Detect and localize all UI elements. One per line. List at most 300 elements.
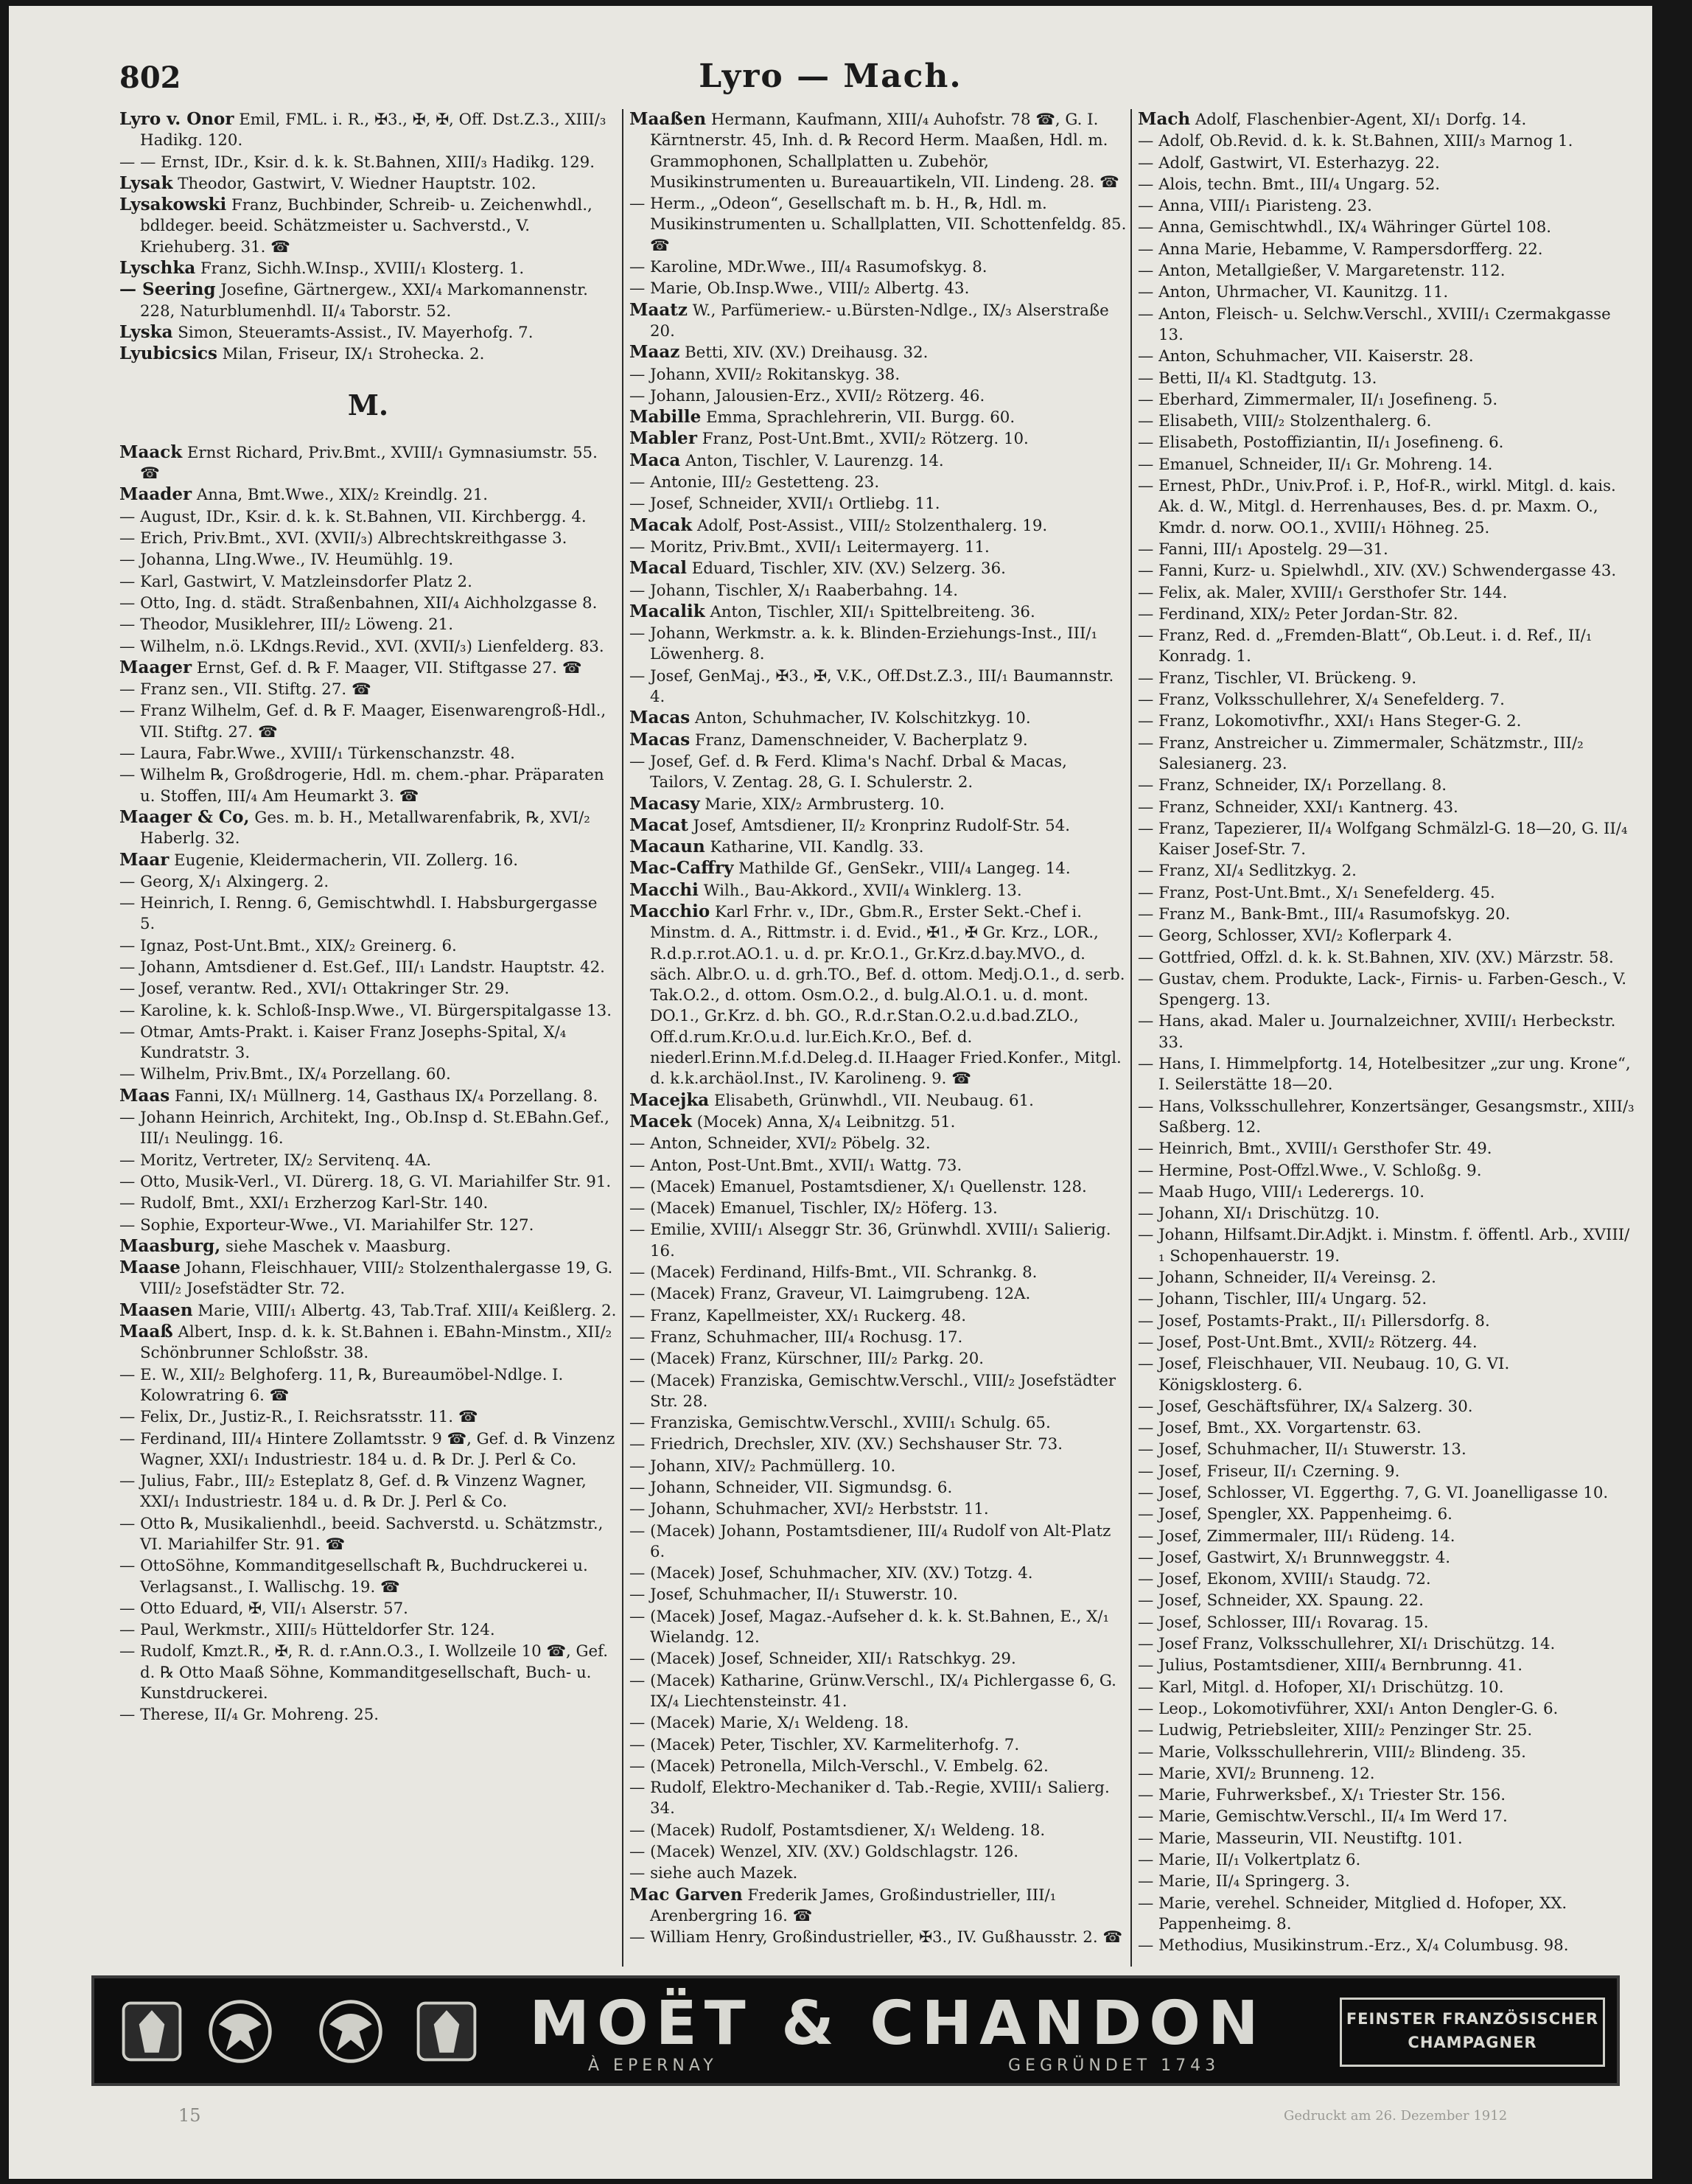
entry-details: — Ludwig, Petriebsleiter, XIII/₂ Penzinger Str. 25.: [1138, 1721, 1533, 1740]
entry-details: — Marie, II/₁ Volkertplatz 6.: [1138, 1851, 1361, 1870]
directory-entry: [1138, 860, 1635, 882]
directory-entry: [629, 1584, 1127, 1605]
entry-details: — Franz, Schuhmacher, III/₄ Rochusg. 17.: [629, 1328, 963, 1347]
entry-details: — Marie, Gemischtw.Verschl., II/₄ Im Werd 17.: [1138, 1807, 1508, 1827]
directory-entry: [629, 580, 1127, 601]
entry-surname: Lyschka: [119, 258, 196, 279]
entry-details: — Franz, Lokomotivfhr., XXI/₁ Hans Steger-G. 2.: [1138, 712, 1522, 731]
entry-details: — Franz, Post-Unt.Bmt., X/₁ Senefelderg. 45.: [1138, 883, 1495, 902]
ad-founded: GEGRÜNDET 1743: [1008, 2056, 1220, 2075]
entry-details: — Johanna, LIng.Wwe., IV. Heumühlg. 19.: [119, 551, 454, 570]
entry-details: — (Macek) Wenzel, XIV. (XV.) Goldschlagstr. 126.: [629, 1843, 1019, 1862]
directory-entry: [1138, 1160, 1635, 1182]
entry-details: Eugenie, Kleidermacherin, VII. Zollerg. 16.: [169, 851, 519, 870]
entry-surname: Macal: [629, 558, 688, 579]
directory-entry: [629, 880, 1127, 901]
entry-surname: Lyro v. Onor: [119, 109, 234, 129]
entry-details: — Marie, Ob.Insp.Wwe., VIII/₂ Albertg. 43.: [629, 279, 970, 299]
entry-surname: Maase: [119, 1257, 181, 1278]
entry-surname: Maack: [119, 442, 183, 462]
entry-details: Simon, Steueramts-Assist., IV. Mayerhofg. 7.: [172, 323, 534, 342]
entry-surname: Macas: [629, 708, 691, 728]
entry-details: — Antonie, III/₂ Gestetteng. 23.: [629, 473, 880, 492]
entry-details: Ernst Richard, Priv.Bmt., XVIII/₁ Gymnasiumstr. 55. ☎: [140, 443, 598, 484]
directory-entry: [119, 152, 617, 173]
entry-details: — Anna Marie, Hebamme, V. Rampersdorfferg. 22.: [1138, 240, 1543, 259]
entry-surname: Maaß: [119, 1322, 173, 1342]
directory-entry: [629, 1927, 1127, 1948]
directory-entry: [1138, 1396, 1635, 1417]
entry-details: — Maab Hugo, VIII/₁ Lederergs. 10.: [1138, 1182, 1424, 1201]
entry-surname: Maas: [119, 1085, 170, 1106]
entry-details: — Franz, Tapezierer, II/₄ Wolfgang Schmälzl-G. 18—20, G. II/₄ Kaiser Josef-Str. 7.: [1138, 819, 1628, 859]
entry-details: Anton, Tischler, V. Laurenzg. 14.: [680, 451, 944, 470]
directory-entry: [1138, 1182, 1635, 1203]
directory-entry: [629, 794, 1127, 815]
column-2: [629, 109, 1127, 1967]
directory-entry: [1138, 346, 1635, 367]
entry-details: — Johann, XI/₁ Drischützg. 10.: [1138, 1204, 1380, 1224]
entry-details: — Gottfried, Offzl. d. k. k. St.Bahnen, XIV. (XV.) Märzstr. 58.: [1138, 948, 1614, 967]
running-head: Lyro — Mach.: [699, 57, 962, 95]
directory-entry: [1138, 1096, 1635, 1139]
entry-details: — Karl, Gastwirt, V. Matzleinsdorfer Platz 2.: [119, 572, 472, 591]
directory-entry: [119, 1171, 617, 1193]
directory-entry: [629, 1456, 1127, 1477]
directory-entry: [119, 1598, 617, 1619]
directory-entry: [119, 593, 617, 614]
directory-entry: [629, 1327, 1127, 1348]
directory-entry: [1138, 368, 1635, 389]
entry-details: — Heinrich, I. Renng. 6, Gemischtwhdl. I. Habsburgergasse 5.: [119, 894, 598, 934]
entry-details: — Josef, verantw. Red., XVI/₁ Ottakringer Str. 29.: [119, 980, 510, 999]
directory-entry: [629, 428, 1127, 450]
directory-entry: [119, 109, 617, 152]
directory-entry: [629, 1348, 1127, 1370]
directory-page: [9, 6, 1652, 2179]
directory-entry: [119, 258, 617, 279]
entry-details: Hermann, Kaufmann, XIII/₄ Auhofstr. 78 ☎, G. I. Kärntnerstr. 45, Inh. d. ℞ Record Herm. Maaßen, Hdl. m. Grammophonen, Schallplatten u. Zubehör, Musikinstrumenten u. Bureauartikeln, VII. Lindeng. 28. ☎: [650, 111, 1119, 192]
directory-entry: [119, 442, 617, 485]
entry-details: — Marie, XVI/₂ Brunneng. 12.: [1138, 1764, 1375, 1783]
entry-details: — Felix, ak. Maler, XVIII/₁ Gersthofer Str. 144.: [1138, 583, 1508, 602]
directory-entry: [629, 364, 1127, 385]
entry-details: — Johann, Schneider, II/₄ Vereinsg. 2.: [1138, 1269, 1436, 1288]
entry-details: — E. W., XII/₂ Belghoferg. 11, ℞, Bureaumöbel-Ndlge. I. Kolowratring 6. ☎: [119, 1365, 564, 1405]
entry-details: — Moritz, Vertreter, IX/₂ Servitenq. 4A.: [119, 1151, 432, 1170]
entry-surname: Macejka: [629, 1089, 710, 1110]
directory-entry: [629, 342, 1127, 363]
directory-entry: [629, 1155, 1127, 1176]
entry-details: — Josef, Gastwirt, X/₁ Brunnweggstr. 4.: [1138, 1548, 1451, 1567]
entry-details: — Franz Wilhelm, Gef. d. ℞ F. Maager, Eisenwarengroß-Hdl., VII. Stiftg. 27. ☎: [119, 702, 606, 742]
directory-entry: [629, 257, 1127, 278]
directory-entry: [629, 1112, 1127, 1133]
directory-entry: [629, 1219, 1127, 1262]
directory-entry: [119, 893, 617, 935]
entry-details: — (Macek) Marie, X/₁ Weldeng. 18.: [629, 1714, 909, 1733]
directory-entry: [1138, 1849, 1635, 1871]
directory-entry: [1138, 1138, 1635, 1159]
directory-entry: [1138, 733, 1635, 775]
entry-details: Mathilde Gf., GenSekr., VIII/₄ Langeg. 14.: [733, 859, 1071, 879]
directory-entry: [1138, 689, 1635, 711]
entry-details: Elisabeth, Grünwhdl., VII. Neubaug. 61.: [709, 1091, 1034, 1110]
directory-entry: [1138, 582, 1635, 604]
crest-left-icon: [116, 1996, 187, 2067]
directory-entry: [1138, 411, 1635, 432]
directory-entry: [119, 1555, 617, 1598]
directory-entry: [1138, 969, 1635, 1011]
entry-details: — William Henry, Großindustrieller, ✠3., IV. Gußhausstr. 2. ☎: [629, 1928, 1122, 1947]
directory-entry: [629, 193, 1127, 257]
directory-entry: [1138, 1439, 1635, 1460]
entry-details: — Karoline, MDr.Wwe., III/₄ Rasumofskyg. 8.: [629, 258, 987, 277]
directory-entry: [1138, 109, 1635, 130]
entry-details: — Rudolf, Elektro-Mechaniker d. Tab.-Regie, XVIII/₁ Salierg. 34.: [629, 1779, 1110, 1818]
directory-entry: [119, 1428, 617, 1471]
entry-surname: Lyska: [119, 321, 173, 342]
entry-details: — (Macek) Franz, Kürschner, III/₂ Parkg. 20.: [629, 1350, 985, 1369]
directory-entry: [119, 850, 617, 871]
directory-entry: [1138, 711, 1635, 732]
entry-surname: — Seering: [119, 279, 216, 300]
entry-details: Betti, XIV. (XV.) Dreihausg. 32.: [679, 343, 929, 363]
section-letter: M.: [347, 388, 389, 422]
entry-surname: Macas: [629, 729, 691, 750]
entry-details: — Leop., Lokomotivführer, XXI/₁ Anton Dengler-G. 6.: [1138, 1699, 1559, 1718]
directory-entry: [119, 807, 617, 850]
page-header: [9, 53, 1652, 105]
directory-entry: [629, 1841, 1127, 1863]
entry-details: — Wilhelm ℞, Großdrogerie, Hdl. m. chem.-phar. Präparaten u. Stoffen, III/₄ Am Heumarkt 3. ☎: [119, 766, 604, 806]
entry-details: Theodor, Gastwirt, V. Wiedner Hauptstr. 102.: [172, 174, 536, 193]
entry-details: — Anton, Schneider, XVI/₂ Pöbelg. 32.: [629, 1134, 931, 1154]
footer-stamp: Gedruckt am 26. Dezember 1912: [1284, 2108, 1508, 2124]
directory-entry: [1138, 775, 1635, 796]
entry-details: Marie, XIX/₂ Armbrusterg. 10.: [699, 795, 945, 814]
column-divider-2: [1130, 109, 1132, 1967]
entry-details: — Josef, Schlosser, VI. Eggerthg. 7, G. VI. Joanelligasse 10.: [1138, 1484, 1609, 1502]
directory-entry: [629, 278, 1127, 299]
directory-entry: [1138, 153, 1635, 174]
entry-details: Johann, Fleischhauer, VIII/₂ Stolzenthalergasse 19, G. VIII/₂ Josefstädter Str. 72.: [140, 1259, 613, 1299]
directory-entry: [629, 1777, 1127, 1820]
directory-entry: [1138, 432, 1635, 453]
directory-entry: [119, 1470, 617, 1513]
entry-surname: Macaun: [629, 837, 705, 857]
entry-details: — Johann, Schuhmacher, XVI/₂ Herbststr. 11.: [629, 1500, 989, 1519]
entry-details: — Anton, Fleisch- u. Selchw.Verschl., XVIII/₁ Czermakgasse 13.: [1138, 304, 1611, 344]
directory-entry: [119, 679, 617, 700]
entry-details: Anton, Tischler, XII/₁ Spittelbreiteng. 36.: [705, 602, 1035, 621]
directory-entry: [1138, 1784, 1635, 1806]
entry-surname: Macat: [629, 814, 688, 835]
entry-details: — Erich, Priv.Bmt., XVI. (XVII/₃) Albrechtskreithgasse 3.: [119, 529, 567, 548]
entry-details: — Otto, Ing. d. städt. Straßenbahnen, XII/₄ Aichholzgasse 8.: [119, 593, 598, 613]
entry-details: Franz, Sichh.W.Insp., XVIII/₁ Klosterg. 1.: [195, 259, 525, 279]
entry-details: Wilh., Bau-Akkord., XVII/₄ Winklerg. 13.: [698, 881, 1022, 900]
entry-details: Josef, Amtsdiener, II/₂ Kronprinz Rudolf-Str. 54.: [688, 816, 1071, 835]
entry-details: — Johann, XIV/₂ Pachmüllerg. 10.: [629, 1456, 896, 1476]
directory-entry: [1138, 1569, 1635, 1590]
entry-details: — Josef Franz, Volksschullehrer, XI/₁ Drischützg. 14.: [1138, 1635, 1556, 1654]
directory-entry: [119, 484, 617, 506]
directory-entry: [629, 1305, 1127, 1327]
entry-surname: Lysak: [119, 172, 173, 193]
entry-details: — Josef, Friseur, II/₁ Czerning. 9.: [1138, 1462, 1400, 1481]
crest-right-icon: [411, 1996, 482, 2067]
directory-entry: [1138, 1417, 1635, 1439]
entry-surname: Lysakowski: [119, 195, 227, 215]
entry-details: — Franz, Volksschullehrer, X/₄ Senefelderg. 7.: [1138, 691, 1505, 710]
directory-entry: [119, 343, 617, 365]
entry-details: Ges. m. b. H., Metallwarenfabrik, ℞, XVI/₂ Haberlg. 32.: [140, 808, 590, 848]
entry-details: — Josef, Ekonom, XVIII/₁ Staudg. 72.: [1138, 1570, 1431, 1589]
entry-details: — Otto Eduard, ✠, VII/₁ Alserstr. 57.: [119, 1599, 408, 1618]
entry-details: — (Macek) Josef, Schuhmacher, XIV. (XV.) Totzg. 4.: [629, 1564, 1033, 1583]
entry-details: — Otto, Musik-Verl., VI. Dürerg. 18, G. VI. Mariahilfer Str. 91.: [119, 1172, 612, 1191]
entry-details: — Anna, Gemischtwhdl., IX/₄ Währinger Gürtel 108.: [1138, 218, 1552, 237]
entry-details: Adolf, Flaschenbier-Agent, XI/₁ Dorfg. 14.: [1190, 111, 1527, 129]
directory-entry: [629, 450, 1127, 472]
directory-entry: [1138, 818, 1635, 861]
directory-entry: [629, 666, 1127, 708]
entry-details: Josefine, Gärtnergew., XXI/₄ Markomannenstr. 228, Naturblumenhdl. II/₄ Taborstr. 52.: [140, 281, 588, 321]
entry-surname: Macchio: [629, 901, 710, 921]
directory-entry: [629, 1648, 1127, 1670]
advertisement-banner: [91, 1975, 1620, 2086]
directory-entry: [629, 1885, 1127, 1927]
directory-entry: [629, 837, 1127, 858]
directory-entry: [119, 1150, 617, 1171]
directory-entry: [629, 601, 1127, 623]
entry-details: — Anton, Schuhmacher, VII. Kaiserstr. 28.: [1138, 347, 1474, 366]
directory-entry: [629, 493, 1127, 514]
directory-entry: [1138, 1547, 1635, 1569]
entry-surname: Maca: [629, 450, 681, 470]
entry-surname: Macek: [629, 1111, 692, 1131]
directory-entry: [1138, 454, 1635, 475]
entry-details: — Josef, Zimmermaler, III/₁ Rüdeng. 14.: [1138, 1527, 1455, 1546]
entry-surname: Macasy: [629, 793, 700, 814]
directory-entry: [1138, 539, 1635, 560]
directory-entry: [629, 1477, 1127, 1499]
directory-entry: [1138, 1612, 1635, 1633]
directory-entry: [1138, 1461, 1635, 1482]
entry-details: Eduard, Tischler, XIV. (XV.) Selzerg. 36.: [687, 559, 1006, 579]
entry-surname: Mac-Caffry: [629, 858, 734, 879]
directory-entry: [1138, 1353, 1635, 1396]
directory-entry: [629, 558, 1127, 579]
entry-details: Emil, FML. i. R., ✠3., ✠, ✠, Off. Dst.Z.3., XIII/₃ Hadikg. 120.: [140, 111, 606, 150]
directory-entry: [1138, 1590, 1635, 1611]
directory-entry: [119, 1364, 617, 1407]
entry-details: — Josef, Schneider, XX. Spaung. 22.: [1138, 1591, 1424, 1611]
entry-surname: Maatz: [629, 299, 688, 320]
entry-details: — Emilie, XVIII/₁ Alseggr Str. 36, Grünwhdl. XVIII/₁ Salierig. 16.: [629, 1221, 1111, 1260]
entry-details: — (Macek) Petronella, Milch-Verschl., V. Embelg. 62.: [629, 1756, 1049, 1776]
entry-details: — Herm., „Odeon“, Gesellschaft m. b. H., ℞, Hdl. m. Musikinstrumenten u. Schallplatten, VII. Schottenfeldg. 85. ☎: [629, 195, 1127, 255]
entry-details: — Wilhelm, n.ö. LKdngs.Revid., XVI. (XVII/₃) Lienfelderg. 83.: [119, 637, 604, 656]
column-1: [119, 109, 617, 1967]
directory-entry: [119, 764, 617, 807]
entry-details: — Josef, Post-Unt.Bmt., XVII/₂ Rötzerg. 44.: [1138, 1333, 1478, 1352]
entry-details: siehe Maschek v. Maasburg.: [220, 1237, 451, 1256]
entry-details: — Julius, Fabr., III/₂ Esteplatz 8, Gef. d. ℞ Vinzenz Wagner, XXI/₁ Industriestr. 184 u. d. ℞ Dr. J. Perl & Co.: [119, 1472, 587, 1512]
entry-surname: Maader: [119, 484, 192, 505]
entry-details: — Josef, GenMaj., ✠3., ✠, V.K., Off.Dst.Z.3., III/₁ Baumannstr. 4.: [629, 666, 1114, 707]
entry-details: — Theodor, Musiklehrer, III/₂ Löweng. 21.: [119, 615, 453, 635]
entry-details: (Mocek) Anna, X/₄ Leibnitzg. 51.: [691, 1112, 956, 1131]
entry-details: W., Parfümeriew.- u.Bürsten-Ndlge., IX/₃ Alserstraße 20.: [650, 301, 1109, 341]
directory-entry: [119, 322, 617, 343]
entry-details: — (Macek) Josef, Schneider, XII/₁ Ratschkyg. 29.: [629, 1650, 1016, 1669]
directory-entry: [629, 1521, 1127, 1563]
directory-entry: [1138, 1011, 1635, 1053]
entry-details: — Elisabeth, Postoffiziantin, II/₁ Josefineng. 6.: [1138, 433, 1504, 453]
entry-details: — Alois, techn. Bmt., III/₄ Ungarg. 52.: [1138, 175, 1441, 194]
directory-entry: [629, 515, 1127, 537]
directory-entry: [119, 195, 617, 258]
entry-details: — Johann Heinrich, Architekt, Ing., Ob.Insp d. St.EBahn.Gef., III/₁ Neulingg. 16.: [119, 1109, 609, 1148]
entry-details: — Josef, Postamts-Prakt., II/₁ Pillersdorfg. 8.: [1138, 1311, 1490, 1330]
directory-entry: [1138, 625, 1635, 668]
directory-entry: [1138, 1482, 1635, 1504]
entry-surname: Mabille: [629, 407, 702, 428]
entry-details: Ernst, Gef. d. ℞ F. Maager, VII. Stiftgasse 27. ☎: [192, 658, 582, 677]
directory-entry: [119, 657, 617, 679]
entry-details: — Johann, Tischler, III/₄ Ungarg. 52.: [1138, 1290, 1427, 1309]
directory-entry: [629, 1176, 1127, 1198]
entry-details: — Eberhard, Zimmermaler, II/₁ Josefineng. 5.: [1138, 390, 1498, 409]
directory-entry: [119, 957, 617, 978]
entry-details: — Josef, Fleischhauer, VII. Neubaug. 10, G. VI. Königsklosterg. 6.: [1138, 1355, 1510, 1395]
entry-details: — Johann, Amtsdiener d. Est.Gef., III/₁ Landstr. Hauptstr. 42.: [119, 957, 605, 977]
directory-entry: [629, 1283, 1127, 1305]
entry-details: Marie, VIII/₁ Albertg. 43, Tab.Traf. XIII/₄ Keißlerg. 2.: [192, 1301, 617, 1320]
entry-details: — (Macek) Peter, Tischler, XV. Karmeliterhofg. 7.: [629, 1735, 1020, 1754]
entry-details: — (Macek) Ferdinand, Hilfs-Bmt., VII. Schrankg. 8.: [629, 1263, 1038, 1283]
entry-details: — Franz, Red. d. „Fremden-Blatt“, Ob.Leut. i. d. Ref., II/₁ Konradg. 1.: [1138, 627, 1593, 666]
entry-details: — Anna, VIII/₁ Piaristeng. 23.: [1138, 197, 1372, 216]
entry-details: — (Macek) Johann, Postamtsdiener, III/₄ Rudolf von Alt-Platz 6.: [629, 1521, 1111, 1561]
entry-details: — Marie, Fuhrwerksbef., X/₁ Triester Str. 156.: [1138, 1786, 1506, 1805]
directory-entry: [1138, 947, 1635, 969]
directory-entry: [1138, 904, 1635, 925]
eagle-right-icon: [315, 1996, 386, 2067]
entry-details: — Ferdinand, III/₄ Hintere Zollamtsstr. 9 ☎, Gef. d. ℞ Vinzenz Wagner, XXI/₁ Industriestr. 184 u. d. ℞ Dr. J. Perl & Co.: [119, 1429, 615, 1469]
entry-details: — (Macek) Emanuel, Postamtsdiener, X/₁ Quellenstr. 128.: [629, 1177, 1087, 1196]
directory-entry: [629, 1712, 1127, 1734]
entry-details: — Franziska, Gemischtw.Verschl., XVIII/₁ Schulg. 65.: [629, 1414, 1051, 1433]
entry-details: — Franz M., Bank-Bmt., III/₄ Rasumofskyg. 20.: [1138, 904, 1511, 924]
entry-surname: Maager: [119, 657, 192, 677]
directory-entry: [119, 1107, 617, 1150]
entry-details: — Friedrich, Drechsler, XIV. (XV.) Sechshauser Str. 73.: [629, 1435, 1063, 1454]
directory-entry: [1138, 797, 1635, 818]
directory-entry: [1138, 389, 1635, 411]
directory-entry: [119, 1513, 617, 1556]
entry-details: — August, IDr., Ksir. d. k. k. St.Bahnen, VII. Kirchbergg. 4.: [119, 507, 587, 526]
directory-entry: [119, 1193, 617, 1214]
entry-details: — siehe auch Mazek.: [629, 1864, 798, 1883]
entry-details: — Josef, Bmt., XX. Vorgartenstr. 63.: [1138, 1419, 1422, 1438]
directory-entry: [119, 1257, 617, 1300]
entry-details: — Franz, Schneider, XXI/₁ Kantnerg. 43.: [1138, 798, 1458, 817]
directory-entry: [1138, 195, 1635, 217]
directory-entry: [119, 1406, 617, 1428]
entry-details: — Karoline, k. k. Schloß-Insp.Wwe., VI. Bürgerspitalgasse 13.: [119, 1001, 612, 1020]
entry-details: — Moritz, Priv.Bmt., XVII/₁ Leitermayerg. 11.: [629, 537, 990, 557]
directory-entry: [1138, 1720, 1635, 1741]
directory-entry: [629, 751, 1127, 794]
eagle-left-icon: [205, 1996, 276, 2067]
directory-entry: [1138, 217, 1635, 238]
entry-details: — Adolf, Ob.Revid. d. k. k. St.Bahnen, XIII/₃ Marnog 1.: [1138, 132, 1573, 151]
entry-details: — Methodius, Musikinstrum.-Erz., X/₄ Columbusg. 98.: [1138, 1936, 1569, 1956]
entry-details: — Josef, Spengler, XX. Pappenheimg. 6.: [1138, 1505, 1452, 1524]
directory-entry: [629, 815, 1127, 837]
entry-surname: Maager & Co,: [119, 806, 250, 827]
directory-entry: [119, 1086, 617, 1107]
directory-entry: [1138, 668, 1635, 689]
entry-details: Franz, Post-Unt.Bmt., XVII/₂ Rötzerg. 10.: [696, 430, 1029, 449]
entry-details: — Franz, XI/₄ Sedlitzkyg. 2.: [1138, 862, 1357, 881]
entry-details: — Gustav, chem. Produkte, Lack-, Firnis- u. Farben-Gesch., V. Spengerg. 13.: [1138, 969, 1627, 1010]
directory-entry: [629, 1734, 1127, 1756]
directory-entry: [1138, 239, 1635, 260]
directory-entry: [629, 1370, 1127, 1413]
entry-details: — Hans, akad. Maler u. Journalzeichner, XVIII/₁ Herbeckstr. 33.: [1138, 1012, 1616, 1052]
entry-details: Fanni, IX/₁ Müllnerg. 14, Gasthaus IX/₄ Porzellang. 8.: [169, 1086, 598, 1106]
entry-details: Frederik James, Großindustrieller, III/₁ Arenbergring 16. ☎: [650, 1885, 1057, 1925]
entry-details: — (Macek) Rudolf, Postamtsdiener, X/₁ Weldeng. 18.: [629, 1821, 1046, 1840]
directory-entry: [1138, 1526, 1635, 1547]
entry-details: — Felix, Dr., Justiz-R., I. Reichsratsstr. 11. ☎: [119, 1408, 478, 1427]
entry-surname: Maaz: [629, 342, 680, 363]
entry-details: Franz, Buchbinder, Schreib- u. Zeichenwhdl., bdldeger. beeid. Schätzmeister u. Sachverstd., V. Kriehuberg. 31. ☎: [140, 196, 592, 257]
entry-details: — Fanni, III/₁ Apostelg. 29—31.: [1138, 540, 1388, 559]
directory-entry: [119, 978, 617, 999]
directory-entry: [629, 1670, 1127, 1713]
directory-entry: [629, 472, 1127, 493]
entry-details: — (Macek) Franz, Graveur, VI. Laimgrubeng. 12A.: [629, 1285, 1031, 1304]
directory-entry: [1138, 1677, 1635, 1698]
directory-entry: [119, 1022, 617, 1064]
directory-entry: [119, 871, 617, 893]
entry-details: — Josef, Schlosser, III/₁ Rovarag. 15.: [1138, 1613, 1429, 1632]
directory-entry: [119, 614, 617, 635]
directory-entry: [1138, 1893, 1635, 1936]
entry-details: — Johann, Werkmstr. a. k. k. Blinden-Erziehungs-Inst., III/₁ Löwenherg. 8.: [629, 624, 1098, 664]
entry-details: Karl Frhr. v., IDr., Gbm.R., Erster Sekt.-Chef i. Minstm. d. A., Rittmstr. i. d. Evid., ✠1., ✠ Gr. Krz., LOR., R.d.p.r.rot.AO.1. u. d. pr. Kr.O.1., Gr.Krz.d.bay.MVO., d. säch. Albr.O. u. d. grh.TO., Bef. d. ottom. Medj.O.1., d. serb. Tak.O.2., d. ottom. Osm.O.2., d. bulg.Al.O.1. u. d. mont. DO.1., Gr.Krz. d. bh. GO., R.d.r.Stan.O.2.u.d.bad.ZLO., Off.d.rum.Kr.O.u.d. lur.Eich.Kr.O., Bef. d. niederl.Erinn.M.f.d.Deleg.d. II.Haager Fried.Konfer., Mitgl. d. k.k.archäol.Inst., IV. Karolineng. 9. ☎: [650, 902, 1125, 1089]
entry-surname: Lyubicsics: [119, 343, 217, 364]
directory-entry: [1138, 130, 1635, 152]
entry-details: — Georg, Schlosser, XVI/₂ Koflerpark 4.: [1138, 927, 1452, 946]
directory-entry: [629, 537, 1127, 558]
directory-entry: [1138, 1871, 1635, 1892]
directory-entry: [629, 109, 1127, 193]
directory-entry: [629, 1606, 1127, 1649]
directory-entry: [1138, 925, 1635, 946]
directory-entry: [1138, 174, 1635, 195]
entry-details: — (Macek) Josef, Magaz.-Aufseher d. k. k. St.Bahnen, E., X/₁ Wielandg. 12.: [629, 1607, 1110, 1647]
entry-surname: Maasen: [119, 1299, 193, 1320]
entry-surname: Maar: [119, 849, 169, 870]
directory-entry: [629, 385, 1127, 407]
entry-details: — Johann, Hilfsamt.Dir.Adjkt. i. Minstm. f. öffentl. Arb., XVIII/₁ Schopenhauerstr. 19.: [1138, 1226, 1630, 1266]
